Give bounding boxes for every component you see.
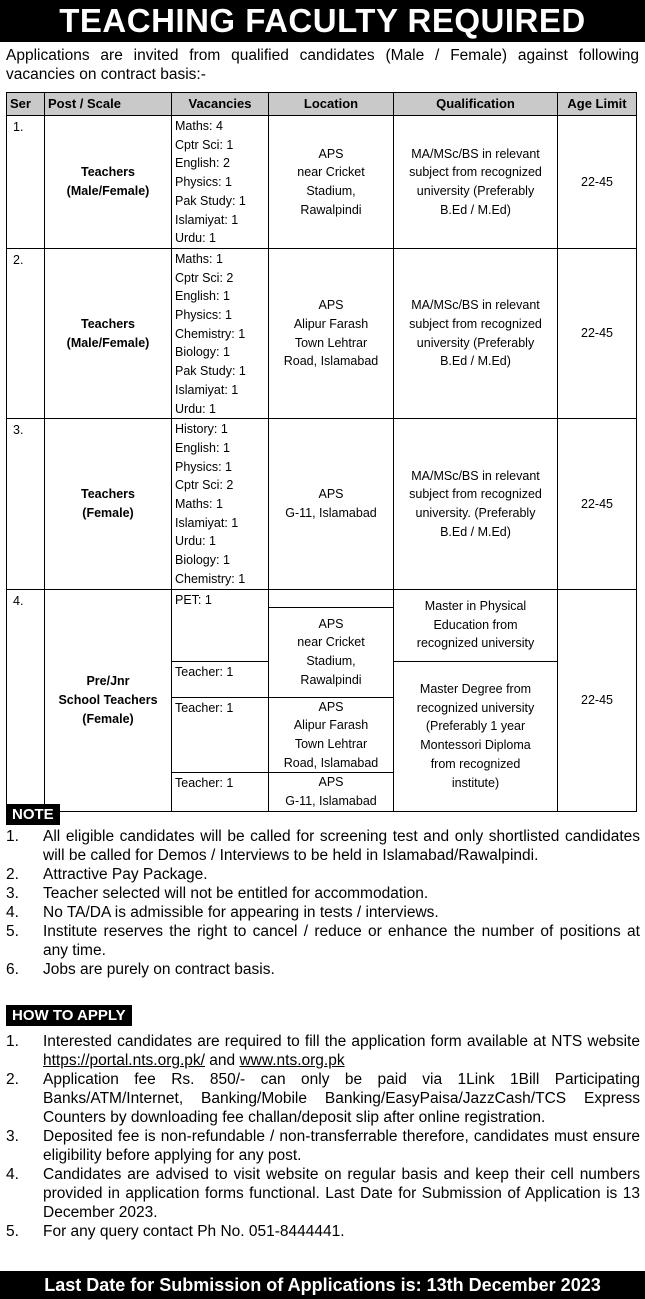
table-row bbox=[7, 116, 637, 249]
vacancy-teacher-cell: Teacher: 1 bbox=[172, 697, 269, 773]
page-title: TEACHING FACULTY REQUIRED bbox=[0, 0, 645, 42]
qualification-cell: Master in Physical Education from recognized university bbox=[394, 589, 558, 661]
post-cell: Pre/Jnr School Teachers (Female) bbox=[45, 589, 172, 811]
how-to-apply-label: HOW TO APPLY bbox=[6, 1005, 132, 1026]
vacancies-cell: Maths: 4 Cptr Sci: 1 English: 2 Physics: 1 Pak Study: 1 Islamiyat: 1 Urdu: 1 bbox=[172, 116, 269, 249]
header-ser: Ser bbox=[7, 93, 45, 116]
table-row bbox=[7, 419, 637, 589]
location-cell: APS G-11, Islamabad bbox=[269, 419, 394, 589]
list-item: 3. Deposited fee is non-refundable / non-transferrable therefore, candidates must ensure eligibility before applying for any post. bbox=[6, 1128, 640, 1164]
list-item: 4. No TA/DA is admissible for appearing in tests / interviews. bbox=[6, 904, 439, 921]
header-post: Post / Scale bbox=[45, 93, 172, 116]
vacancy-teacher-cell: Teacher: 1 bbox=[172, 661, 269, 697]
vacancy-teacher-cell: Teacher: 1 bbox=[172, 773, 269, 811]
list-item: 6. Jobs are purely on contract basis. bbox=[6, 961, 275, 978]
last-date-banner: Last Date for Submission of Applications is: 13th December 2023 bbox=[0, 1271, 645, 1299]
apply-list bbox=[6, 1032, 640, 1241]
list-item: 2. Attractive Pay Package. bbox=[6, 866, 208, 883]
list-item: 1. Interested candidates are required to fill the application form available at NTS website https://portal.nts.org.pk/ and www.nts.org.pk bbox=[6, 1033, 640, 1069]
post-cell: Teachers (Male/Female) bbox=[45, 116, 172, 249]
header-location: Location bbox=[269, 93, 394, 116]
age-cell: 22-45 bbox=[558, 116, 637, 249]
list-item: 5. For any query contact Ph No. 051-8444441. bbox=[6, 1223, 345, 1240]
vacancies-cell: Maths: 1 Cptr Sci: 2 English: 1 Physics: 1 Chemistry: 1 Biology: 1 Pak Study: 1 Islamiyat: 1 Urdu: 1 bbox=[172, 248, 269, 418]
location-cell: APS Alipur Farash Town Lehtrar Road, Islamabad bbox=[269, 697, 394, 773]
header-vacancies: Vacancies bbox=[172, 93, 269, 116]
qualification-cell: Master Degree from recognized university (Preferably 1 year Montessori Diploma from recognized institute) bbox=[394, 661, 558, 811]
list-item: 2. Application fee Rs. 850/- can only be paid via 1Link 1Bill Participating Banks/ATM/Internet, Banking/Mobile Banking/EasyPaisa/JazzCash/TCS Express Counters by downloading fee challan/deposit slip after online registration. bbox=[6, 1071, 640, 1126]
nts-website-link[interactable]: www.nts.org.pk bbox=[239, 1052, 345, 1069]
post-cell: Teachers (Female) bbox=[45, 419, 172, 589]
post-cell: Teachers (Male/Female) bbox=[45, 248, 172, 418]
location-spacer bbox=[269, 589, 394, 607]
location-cell: APS G-11, Islamabad bbox=[269, 773, 394, 811]
qualification-cell: MA/MSc/BS in relevant subject from recognized university (Preferably B.Ed / M.Ed) bbox=[394, 248, 558, 418]
list-item: 5. Institute reserves the right to cancel / reduce or enhance the number of positions at any time. bbox=[6, 923, 640, 959]
table-header-row bbox=[7, 93, 637, 116]
age-cell: 22-45 bbox=[558, 248, 637, 418]
ser-cell: 4. bbox=[7, 589, 45, 811]
qualification-cell: MA/MSc/BS in relevant subject from recognized university. (Preferably B.Ed / M.Ed) bbox=[394, 419, 558, 589]
age-cell: 22-45 bbox=[558, 589, 637, 811]
nts-portal-link[interactable]: https://portal.nts.org.pk/ bbox=[43, 1052, 205, 1069]
ser-cell: 2. bbox=[7, 248, 45, 418]
age-cell: 22-45 bbox=[558, 419, 637, 589]
table-row bbox=[7, 589, 637, 607]
vacancies-cell: History: 1 English: 1 Physics: 1 Cptr Sci: 2 Maths: 1 Islamiyat: 1 Urdu: 1 Biology: 1 Chemistry: 1 bbox=[172, 419, 269, 589]
location-cell: APS Alipur Farash Town Lehtrar Road, Islamabad bbox=[269, 248, 394, 418]
header-qualification: Qualification bbox=[394, 93, 558, 116]
vacancy-pet-cell: PET: 1 bbox=[172, 589, 269, 661]
list-item: 4. Candidates are advised to visit website on regular basis and keep their cell numbers provided in application forms functional. Last Date for Submission of Application is 13 December 2023. bbox=[6, 1166, 640, 1221]
note-label: NOTE bbox=[6, 804, 60, 825]
location-cell: APS near Cricket Stadium, Rawalpindi bbox=[269, 607, 394, 697]
note-list bbox=[6, 827, 640, 979]
location-cell: APS near Cricket Stadium, Rawalpindi bbox=[269, 116, 394, 249]
table-row bbox=[7, 248, 637, 418]
intro-text: Applications are invited from qualified candidates (Male / Female) against following vacancies on contract basis:- bbox=[6, 47, 639, 83]
list-item: 3. Teacher selected will not be entitled for accommodation. bbox=[6, 885, 429, 902]
ser-cell: 3. bbox=[7, 419, 45, 589]
vacancies-table bbox=[6, 92, 637, 812]
qualification-cell: MA/MSc/BS in relevant subject from recognized university (Preferably B.Ed / M.Ed) bbox=[394, 116, 558, 249]
list-item: 1. All eligible candidates will be called for screening test and only shortlisted candidates will be called for Demos / Interviews to be held in Islamabad/Rawalpindi. bbox=[6, 828, 640, 864]
ser-cell: 1. bbox=[7, 116, 45, 249]
header-age: Age Limit bbox=[558, 93, 637, 116]
